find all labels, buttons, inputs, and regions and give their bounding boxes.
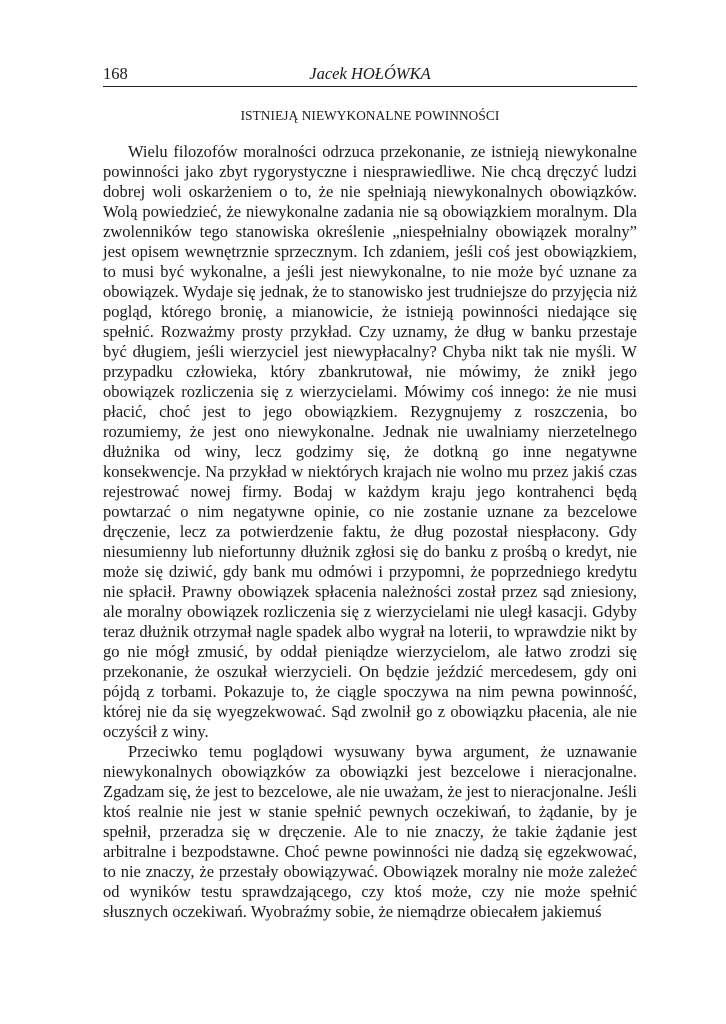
running-header (103, 64, 637, 87)
book-page (103, 64, 637, 922)
section-title: ISTNIEJĄ NIEWYKONALNE POWINNOŚCI (240, 108, 500, 123)
paragraph: Wielu filozofów moralności odrzuca przekonanie, ze istnieją niewykonalne powinności jako zbyt rygorystyczne i niesprawiedliwe. Nie chcą dręczyć ludzi dobrej woli oskarżeniem o to, że nie spełniają niewykonalnych obowiązków. Wolą powiedzieć, że niewykonalne zadania nie są obowiązkiem moralnym. Dla zwolenników tego stanowiska określenie „niespełnialny obowiązek moralny” jest opisem wewnętrznie sprzecznym. Ich zdaniem, jeśli coś jest obowiązkiem, to musi być wykonalne, a jeśli jest niewykonalne, to nie może być uznane za obowiązek. Wydaje się jednak, że to stanowisko jest trudniejsze do przyjęcia niż pogląd, którego bronię, a mianowicie, że istnieją powinności niedające się spełnić. Rozważmy prosty przykład. Czy uznamy, że dług w banku przestaje być długiem, jeśli wierzyciel jest niewypłacalny? Chyba nikt tak nie myśli. W przypadku człowieka, który zbankrutował, nie mówimy, że znikł jego obowiązek rozliczenia się z wierzycielami. Mówimy coś innego: że nie musi płacić, choć jest to jego obowiązkiem. Rezygnujemy z roszczenia, bo rozumiemy, że jest ono niewykonalne. Jednak nie uwalniamy nierzetelnego dłużnika od winy, lecz godzimy się, że dotkną go inne negatywne konsekwencje. Na przykład w niektórych krajach nie wolno mu przez jakiś czas rejestrować nowej firmy. Bodaj w każdym kraju jego kontrahenci będą powtarzać o nim negatywne opinie, co nie zostanie uznane za bezcelowe dręczenie, lecz za potwierdzenie faktu, że dług pozostał niespłacony. Gdy niesumienny lub niefortunny dłużnik zgłosi się do banku z prośbą o kredyt, nie może się dziwić, gdy bank mu odmówi i przypomni, że poprzedniego kredytu nie spłacił. Prawny obowiązek spłacenia należności został przez sąd zniesiony, ale moralny obowiązek rozliczenia się z wierzycielami nie uległ kasacji. Gdyby teraz dłużnik otrzymał nagle spadek albo wygrał na loterii, to wprawdzie nikt by go nie mógł zmusić, by oddał pieniądze wierzycielom, ale łatwo zrodzi się przekonanie, że oszukał wierzycieli. On będzie jeździć mercedesem, gdy oni pójdą z torbami. Pokazuje to, że ciągle spoczywa na nim pewna powinność, której nie da się wyegzekwować. Sąd zwolnił go z obowiązku płacenia, ale nie oczyścił z winy. (103, 142, 637, 741)
page-number: 168 (103, 64, 128, 83)
body-text (103, 142, 637, 922)
author-name: Jacek HOŁÓWKA (309, 64, 431, 83)
paragraph: Przeciwko temu poglądowi wysuwany bywa argument, że uznawanie niewykonalnych obowiązków za obowiązki jest bezcelowe i nieracjonalne. Zgadzam się, że jest to bezcelowe, ale nie uważam, że jest to nieracjonalne. Jeśli ktoś realnie nie jest w stanie spełnić pewnych oczekiwań, to żądanie, by je spełnił, przeradza się w dręczenie. Ale to nie znaczy, że takie żądanie jest arbitralne i bezpodstawne. Choć pewne powinności nie dadzą się egzekwować, to nie znaczy, że przestały obowiązywać. Obowiązek moralny nie może zależeć od wyników testu sprawdzającego, czy ktoś może, czy nie może spełnić słusznych oczekiwań. Wyobraźmy sobie, że niemądrze obiecałem jakiemuś (103, 742, 637, 921)
